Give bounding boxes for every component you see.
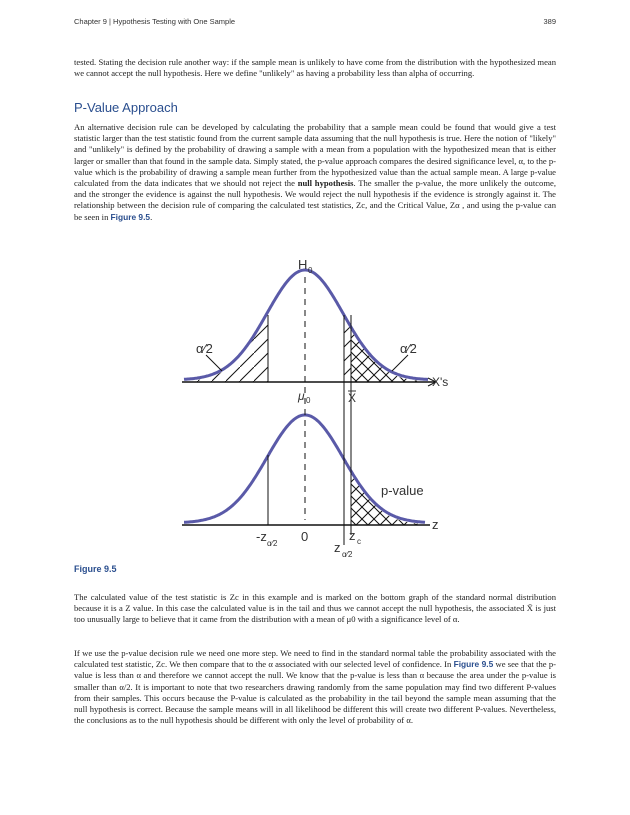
figure-link[interactable]: Figure 9.5	[453, 659, 494, 670]
paragraph-pvalue-approach	[74, 122, 556, 223]
page-header	[74, 17, 556, 29]
intro-paragraph: tested. Stating the decision rule another way: if the sample mean is unlikely to have come from the distribution with the hypothesized mean we cannot accept the null hypothesis. Here we define "unlikely" as having a probability less than alpha of occurring.	[74, 57, 556, 79]
h0-label: H	[298, 257, 308, 272]
left-alpha-arrow	[206, 355, 222, 371]
figure-link[interactable]: Figure 9.5	[110, 211, 151, 222]
zc-subscript: c	[357, 537, 361, 546]
normal-distribution-diagram	[170, 255, 460, 560]
paragraph-text: An alternative decision rule can be developed by calculating the probability that a sample mean could be found that would give a test statistic larger than the test statistic found from the current sample data assuming that the null hypothesis is true. Here the notion of "likely" and "unlikely" is defined by the probability of drawing a sample with a mean from a population with the hypothesized mean that is either larger or smaller than that found in the sample data. Simply stated, the p-value approach compares the desired significance level, α, to the p-value which is the probability of drawing a sample mean further from the hypothesized value than the actual sample mean. A large p-value calculated from the data indicates that we should not reject the	[74, 122, 556, 189]
z-alpha-label: z	[334, 540, 341, 555]
zc-label: z	[349, 528, 356, 543]
section-title: P-Value Approach	[74, 100, 178, 115]
null-hypothesis-term: null hypothesis	[297, 178, 354, 189]
alpha-left-label: α⁄2	[196, 341, 213, 356]
paragraph-text: we see that the p-value is less than α and therefore we cannot accept the null. We know that the p-value is less than α because the area under the p-value is smaller than α/2. It is important to note that two researchers drawing randomly from the same population may find two different P-values from their samples. This occurs because the P-value is calculated as the probability in the tail beyond the sample mean assuming that the null hypothesis is correct. Because the sample means will in all likelihood be different this will create two different P-values. Nevertheless, the conclusions as to the null hypothesis should be different with only the level of probability of α.	[74, 659, 556, 726]
page-number: 389	[543, 17, 556, 26]
paragraph-calculated-value: The calculated value of the test statistic is Zc in this example and is marked on the bottom graph of the standard normal distribution because it is a Z value. In this case the calculated value is in the tail and thus we cannot accept the null hypothesis, the associated X̄ is just too unusually large to believe that it came from the distribution with a mean of μ0 with a significance level of α.	[74, 592, 556, 625]
h0-subscript: 0	[308, 266, 313, 275]
z-alpha-subscript: α⁄2	[342, 550, 353, 559]
xbar-label: X	[348, 391, 357, 405]
paragraph-text: .	[150, 211, 153, 222]
paragraph-p-value-rule	[74, 648, 556, 726]
mu0-label: μ	[298, 389, 305, 403]
z-axis-label: z	[432, 517, 439, 532]
right-alpha-arrow	[392, 355, 408, 371]
neg-z-subscript: α⁄2	[267, 539, 278, 548]
alpha-right-label: α⁄2	[400, 341, 417, 356]
paragraph-text: . The smaller the p-value, the more unlikely the outcome, and the stronger the evidence is against the null hypothesis. We would reject the null hypothesis if the evidence is strongly against it. The relationship between the decision rule of comparing the calculated test statistics, Zc, and the Critical Value, Zα , and using the p-value can be seen in	[74, 178, 556, 222]
figure-caption: Figure 9.5	[74, 564, 117, 574]
p-value-label: p-value	[381, 483, 424, 498]
paragraph-text: If we use the p-value decision rule we need one more step. We need to find in the standard normal table the probability associated with the calculated test statistic, Zc. We then compare that to the α associated with our selected level of confidence. In	[74, 648, 556, 670]
neg-z-label: -z	[256, 529, 267, 544]
top-normal-curve	[184, 270, 428, 379]
p-value-region	[351, 473, 418, 525]
chapter-title: Chapter 9 | Hypothesis Testing with One Sample	[74, 17, 236, 26]
xs-label: X's	[432, 375, 449, 389]
zero-label: 0	[301, 529, 309, 544]
figure-9-5	[170, 255, 460, 560]
mu0-subscript: 0	[306, 396, 311, 405]
